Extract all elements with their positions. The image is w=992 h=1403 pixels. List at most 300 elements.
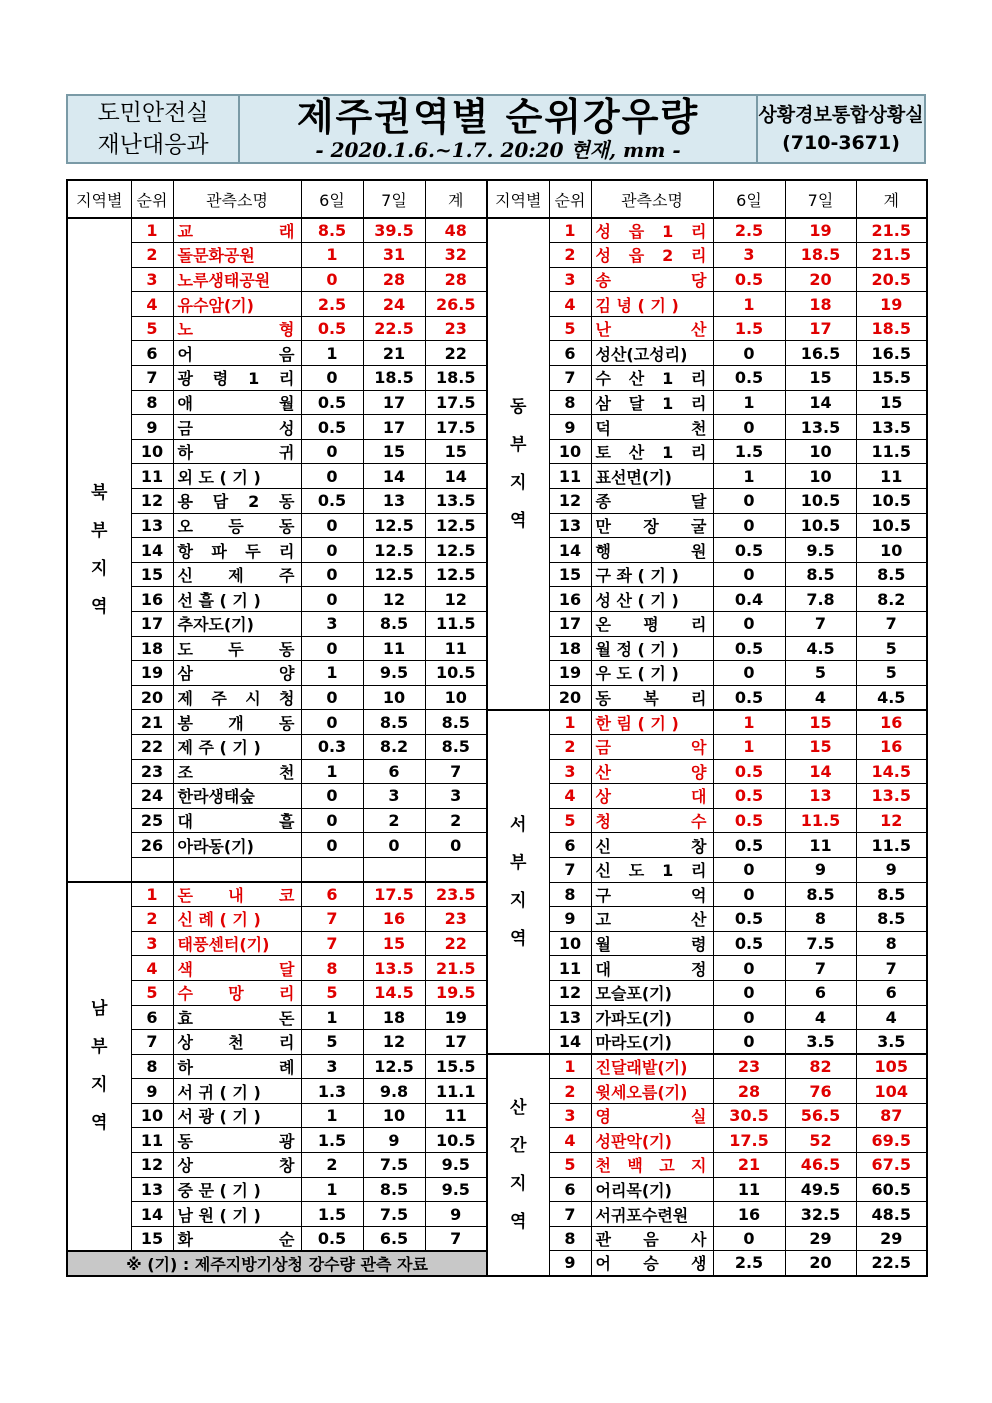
rain-day7: 28: [363, 267, 425, 292]
rain-day7: 8.5: [363, 710, 425, 735]
rank-cell: 1: [131, 218, 173, 243]
table-row: [487, 513, 927, 538]
rain-total: 13.5: [856, 784, 927, 809]
rain-day7: 31: [363, 243, 425, 268]
rank-cell: 1: [131, 882, 173, 907]
station-name: 관 음 사: [591, 1226, 713, 1251]
rank-cell: 11: [549, 464, 591, 489]
table-row: [487, 1251, 927, 1276]
rain-day6: [301, 857, 363, 882]
rain-total: 11.5: [856, 833, 927, 858]
rain-day7: 11: [363, 636, 425, 661]
rain-total: 48: [425, 218, 487, 243]
column-header: 지역별: [487, 180, 549, 218]
rank-cell: 8: [549, 390, 591, 415]
rain-day6: 0: [301, 267, 363, 292]
rain-total: 11: [425, 1103, 487, 1128]
rain-day7: 9.5: [785, 538, 856, 563]
table-row: [487, 1030, 927, 1055]
table-row: [487, 685, 927, 710]
rain-total: 13.5: [856, 415, 927, 440]
table-row: [487, 1153, 927, 1178]
rain-total: 8.5: [856, 562, 927, 587]
table-row: [487, 612, 927, 637]
rain-total: 20.5: [856, 267, 927, 292]
rain-day7: 7.5: [363, 1153, 425, 1178]
rain-total: 11.5: [856, 439, 927, 464]
table-row: [487, 907, 927, 932]
station-name: 덕 천: [591, 415, 713, 440]
rain-day6: 2.5: [713, 1251, 785, 1276]
rank-cell: 12: [549, 980, 591, 1005]
rank-cell: 5: [549, 316, 591, 341]
rain-day6: 1.5: [301, 1202, 363, 1227]
department-line2: 재난대응과: [97, 132, 209, 158]
rain-day7: 18: [785, 292, 856, 317]
rank-cell: 12: [131, 489, 173, 514]
rain-total: 5: [856, 636, 927, 661]
rain-day6: 0.5: [713, 636, 785, 661]
rain-day7: 8.5: [363, 1177, 425, 1202]
rank-cell: 6: [131, 1005, 173, 1030]
table-row: [487, 956, 927, 981]
station-name: 중 문 ( 기 ): [173, 1177, 301, 1202]
rank-cell: 4: [549, 292, 591, 317]
rain-day7: 3: [363, 784, 425, 809]
rain-day6: 0: [301, 587, 363, 612]
rain-day6: 0: [301, 808, 363, 833]
rank-cell: 20: [131, 685, 173, 710]
rain-total: 23: [425, 316, 487, 341]
rank-cell: 11: [131, 464, 173, 489]
rain-total: 19: [425, 1005, 487, 1030]
rain-day6: 0.5: [713, 833, 785, 858]
rain-total: 8.5: [856, 882, 927, 907]
rain-day6: 0: [301, 366, 363, 391]
table-row: [487, 316, 927, 341]
rain-day6: 1: [301, 759, 363, 784]
page-title: 제주권역별 순위강우량: [296, 95, 700, 139]
station-name: 삼 양: [173, 661, 301, 686]
station-name: 태풍센터(기): [173, 931, 301, 956]
page-subtitle: - 2020.1.6.~1.7. 20:20 현재, mm -: [315, 138, 681, 162]
rank-cell: 12: [131, 1153, 173, 1178]
rain-day6: 0: [301, 685, 363, 710]
rain-total: 29: [856, 1226, 927, 1251]
rain-total: 21.5: [856, 218, 927, 243]
column-header: 지역별: [67, 180, 131, 218]
rain-day7: 19: [785, 218, 856, 243]
rank-cell: 10: [549, 439, 591, 464]
rank-cell: 16: [131, 587, 173, 612]
rank-cell: 7: [549, 1202, 591, 1227]
rain-day6: 1: [301, 1103, 363, 1128]
rain-day7: 32.5: [785, 1202, 856, 1227]
rain-total: 4: [856, 1005, 927, 1030]
rank-cell: 8: [549, 1226, 591, 1251]
rank-cell: 10: [131, 1103, 173, 1128]
rain-total: 10.5: [425, 661, 487, 686]
rank-cell: 11: [549, 956, 591, 981]
station-name: 진달래밭(기): [591, 1054, 713, 1079]
rain-day6: 0: [713, 562, 785, 587]
station-name: 서귀포수련원: [591, 1202, 713, 1227]
rain-day7: 52: [785, 1128, 856, 1153]
rain-day6: 0.5: [713, 784, 785, 809]
rank-cell: 5: [131, 980, 173, 1005]
station-name: 어 승 생: [591, 1251, 713, 1276]
rank-cell: 15: [131, 562, 173, 587]
table-row: [487, 1202, 927, 1227]
rain-day7: 10: [785, 464, 856, 489]
rain-day7: 10.5: [785, 513, 856, 538]
source-note: ※ (기) : 제주지방기상청 강수량 관측 자료: [67, 1251, 487, 1276]
rain-day6: 0: [301, 833, 363, 858]
station-name: 고 산: [591, 907, 713, 932]
rain-day6: 1: [713, 710, 785, 735]
rain-day6: 17.5: [713, 1128, 785, 1153]
rain-day7: 2: [363, 808, 425, 833]
rain-day6: 1: [301, 1005, 363, 1030]
rainfall-table-right: [486, 179, 928, 1277]
station-name: 상 대: [591, 784, 713, 809]
rain-day7: 16.5: [785, 341, 856, 366]
rain-total: 7: [856, 612, 927, 637]
station-name: 신 제 주: [173, 562, 301, 587]
rain-day7: 8.5: [785, 882, 856, 907]
rain-day7: 14: [363, 464, 425, 489]
rain-day6: 1.5: [301, 1128, 363, 1153]
rain-total: 7: [856, 956, 927, 981]
title-box: [240, 96, 758, 162]
rain-total: 18.5: [425, 366, 487, 391]
rain-total: 15.5: [425, 1054, 487, 1079]
rank-cell: 5: [549, 1153, 591, 1178]
rain-total: 104: [856, 1079, 927, 1104]
rank-cell: 8: [549, 882, 591, 907]
station-name: 색 달: [173, 956, 301, 981]
rank-cell: 8: [131, 390, 173, 415]
rain-total: [425, 857, 487, 882]
table-row: [487, 489, 927, 514]
rank-cell: 4: [549, 1128, 591, 1153]
rank-cell: 11: [131, 1128, 173, 1153]
rank-cell: 1: [549, 218, 591, 243]
rank-cell: 10: [131, 439, 173, 464]
rain-total: 2: [425, 808, 487, 833]
table-row: [487, 931, 927, 956]
station-name: 조 천: [173, 759, 301, 784]
office-name: 상황경보통합상황실: [758, 104, 924, 126]
table-row: [487, 243, 927, 268]
rain-day6: 0.5: [713, 267, 785, 292]
station-name: 오 등 동: [173, 513, 301, 538]
rain-day7: 15: [363, 439, 425, 464]
station-name: 돈 내 코: [173, 882, 301, 907]
table-row: [487, 341, 927, 366]
rain-total: 10.5: [856, 513, 927, 538]
rain-total: 3.5: [856, 1030, 927, 1055]
station-name: 동 광: [173, 1128, 301, 1153]
rain-day7: 20: [785, 267, 856, 292]
rain-day7: 29: [785, 1226, 856, 1251]
table-row: [487, 538, 927, 563]
rain-day7: 15: [785, 366, 856, 391]
rain-total: 12.5: [425, 513, 487, 538]
department-line1: 도민안전실: [97, 100, 209, 126]
rain-total: 60.5: [856, 1177, 927, 1202]
rain-total: 4.5: [856, 685, 927, 710]
rain-day6: 0: [713, 956, 785, 981]
rain-day7: 0: [363, 833, 425, 858]
column-header: 계: [425, 180, 487, 218]
station-name: 종 달: [591, 489, 713, 514]
rain-day6: 5: [301, 1030, 363, 1055]
rank-cell: 8: [131, 1054, 173, 1079]
station-name: 대 정: [591, 956, 713, 981]
rain-total: 7: [425, 759, 487, 784]
rain-day7: 5: [785, 661, 856, 686]
rain-day7: 82: [785, 1054, 856, 1079]
rain-total: 32: [425, 243, 487, 268]
table-header-row: [67, 180, 487, 218]
rain-day6: 0.5: [301, 1226, 363, 1251]
rank-cell: 19: [549, 661, 591, 686]
rain-day6: 0: [301, 784, 363, 809]
table-row: [487, 1128, 927, 1153]
rain-total: 13.5: [425, 489, 487, 514]
rank-cell: 2: [549, 1079, 591, 1104]
station-name: [173, 857, 301, 882]
rank-cell: 2: [549, 243, 591, 268]
rain-total: 17: [425, 1030, 487, 1055]
rain-day7: 6.5: [363, 1226, 425, 1251]
rain-total: 105: [856, 1054, 927, 1079]
rain-day6: 3: [713, 243, 785, 268]
station-name: 온 평 리: [591, 612, 713, 637]
table-row: [487, 267, 927, 292]
rain-day7: 3.5: [785, 1030, 856, 1055]
rain-day7: 76: [785, 1079, 856, 1104]
station-name: 제 주 ( 기 ): [173, 734, 301, 759]
rank-cell: 2: [131, 243, 173, 268]
table-row: [487, 1054, 927, 1079]
table-row: [487, 464, 927, 489]
station-name: 추자도(기): [173, 612, 301, 637]
rain-day6: 0: [713, 661, 785, 686]
column-header: 6일: [301, 180, 363, 218]
rank-cell: 6: [131, 341, 173, 366]
rain-total: 10.5: [425, 1128, 487, 1153]
rank-cell: 15: [549, 562, 591, 587]
column-header: 계: [856, 180, 927, 218]
table-row: [487, 759, 927, 784]
rain-day6: 30.5: [713, 1103, 785, 1128]
rain-day6: 8.5: [301, 218, 363, 243]
rain-day7: 9.8: [363, 1079, 425, 1104]
rain-day6: 1: [713, 292, 785, 317]
rain-total: 12: [425, 587, 487, 612]
rain-total: 14.5: [856, 759, 927, 784]
rain-day7: 12.5: [363, 562, 425, 587]
rain-day6: 1.5: [713, 439, 785, 464]
rain-total: 11.5: [425, 612, 487, 637]
rain-day6: 0: [301, 636, 363, 661]
rain-day7: 21: [363, 341, 425, 366]
rank-cell: 14: [131, 538, 173, 563]
table-row: [487, 366, 927, 391]
rain-day6: 1: [713, 734, 785, 759]
rain-total: 9: [425, 1202, 487, 1227]
rain-day7: 16: [363, 907, 425, 932]
rain-day7: 17: [363, 415, 425, 440]
rain-day6: 0: [713, 1005, 785, 1030]
table-row: [487, 1005, 927, 1030]
rain-total: 19: [856, 292, 927, 317]
table-row: [487, 292, 927, 317]
station-name: 성 산 ( 기 ): [591, 587, 713, 612]
station-name: 용 담 2 동: [173, 489, 301, 514]
rain-total: 69.5: [856, 1128, 927, 1153]
rank-cell: 4: [549, 784, 591, 809]
rain-day7: 18: [363, 1005, 425, 1030]
rank-cell: 9: [549, 415, 591, 440]
rank-cell: 6: [549, 341, 591, 366]
region-label: 서 부 지 역: [487, 710, 549, 1054]
station-name: 도 두 동: [173, 636, 301, 661]
rain-total: 22.5: [856, 1251, 927, 1276]
rain-day7: 17.5: [363, 882, 425, 907]
rain-day6: 0.4: [713, 587, 785, 612]
rain-total: 21.5: [856, 243, 927, 268]
rain-day6: 0.5: [713, 907, 785, 932]
station-name: 교 래: [173, 218, 301, 243]
rain-day6: 0: [301, 562, 363, 587]
rain-day6: 1: [713, 464, 785, 489]
rain-day7: 6: [363, 759, 425, 784]
rank-cell: 7: [131, 1030, 173, 1055]
table-row: [487, 390, 927, 415]
rain-total: 18.5: [856, 316, 927, 341]
rank-cell: 13: [131, 513, 173, 538]
rank-cell: 3: [549, 267, 591, 292]
rain-day6: 3: [301, 612, 363, 637]
rain-day6: 0.5: [301, 316, 363, 341]
rain-day7: 7.5: [363, 1202, 425, 1227]
rain-day6: 8: [301, 956, 363, 981]
rain-day7: 11.5: [785, 808, 856, 833]
table-row: [487, 636, 927, 661]
rank-cell: 7: [549, 366, 591, 391]
column-header: 6일: [713, 180, 785, 218]
rank-cell: 26: [131, 833, 173, 858]
station-name: 신 도 1 리: [591, 857, 713, 882]
rain-total: 17.5: [425, 415, 487, 440]
rank-cell: 4: [131, 292, 173, 317]
rain-total: 11: [856, 464, 927, 489]
rain-total: 9.5: [425, 1177, 487, 1202]
station-name: 효 돈: [173, 1005, 301, 1030]
station-name: 천 백 고 지: [591, 1153, 713, 1178]
rain-day6: 2.5: [713, 218, 785, 243]
rain-day7: 12.5: [363, 513, 425, 538]
station-name: 대 흘: [173, 808, 301, 833]
rain-day6: 5: [301, 980, 363, 1005]
rain-total: 3: [425, 784, 487, 809]
station-name: 우 도 ( 기 ): [591, 661, 713, 686]
rain-day6: 1: [301, 341, 363, 366]
table-row: [487, 857, 927, 882]
rank-cell: 6: [549, 833, 591, 858]
station-name: 모슬포(기): [591, 980, 713, 1005]
rain-day6: 0: [301, 513, 363, 538]
rain-day6: 28: [713, 1079, 785, 1104]
rain-day7: 7: [785, 612, 856, 637]
rain-day6: 23: [713, 1054, 785, 1079]
rain-day6: 0: [713, 882, 785, 907]
rain-day7: 17: [785, 316, 856, 341]
rank-cell: 2: [131, 907, 173, 932]
rain-total: 0: [425, 833, 487, 858]
rank-cell: 3: [549, 1103, 591, 1128]
rank-cell: 4: [131, 956, 173, 981]
rank-cell: 3: [131, 931, 173, 956]
rain-day6: 0.5: [301, 415, 363, 440]
station-name: 청 수: [591, 808, 713, 833]
rain-total: 16: [856, 734, 927, 759]
rank-cell: 12: [549, 489, 591, 514]
station-name: 노 형: [173, 316, 301, 341]
rain-day6: 0: [713, 1030, 785, 1055]
rain-day7: 12.5: [363, 1054, 425, 1079]
station-name: 한 림 ( 기 ): [591, 710, 713, 735]
table-row: [487, 833, 927, 858]
rain-day7: 10: [363, 1103, 425, 1128]
rain-day7: 18.5: [363, 366, 425, 391]
rain-total: 12.5: [425, 538, 487, 563]
rain-day6: 1: [713, 390, 785, 415]
region-label: 동 부 지 역: [487, 218, 549, 710]
rain-day7: 14: [785, 390, 856, 415]
station-name: 월 정 ( 기 ): [591, 636, 713, 661]
station-name: 서 광 ( 기 ): [173, 1103, 301, 1128]
rain-day6: 2: [301, 1153, 363, 1178]
rain-total: 21.5: [425, 956, 487, 981]
station-name: 광 령 1 리: [173, 366, 301, 391]
rain-day7: 18.5: [785, 243, 856, 268]
table-row: [487, 1226, 927, 1251]
rain-day7: 8.2: [363, 734, 425, 759]
rain-day6: 0: [713, 612, 785, 637]
station-name: 제 주 시 청: [173, 685, 301, 710]
station-name: 봉 개 동: [173, 710, 301, 735]
station-name: 성산(고성리): [591, 341, 713, 366]
rank-cell: 14: [131, 1202, 173, 1227]
rain-day6: 0.5: [713, 366, 785, 391]
rain-day7: 12: [363, 587, 425, 612]
rain-day7: 7: [785, 956, 856, 981]
table-row: [487, 415, 927, 440]
rain-total: 28: [425, 267, 487, 292]
rain-total: 10: [856, 538, 927, 563]
rain-total: 8.5: [856, 907, 927, 932]
station-name: 금 성: [173, 415, 301, 440]
rain-day7: 6: [785, 980, 856, 1005]
report-header: [66, 94, 926, 164]
station-name: 돌문화공원: [173, 243, 301, 268]
station-name: 송 당: [591, 267, 713, 292]
rank-cell: 9: [131, 1079, 173, 1104]
